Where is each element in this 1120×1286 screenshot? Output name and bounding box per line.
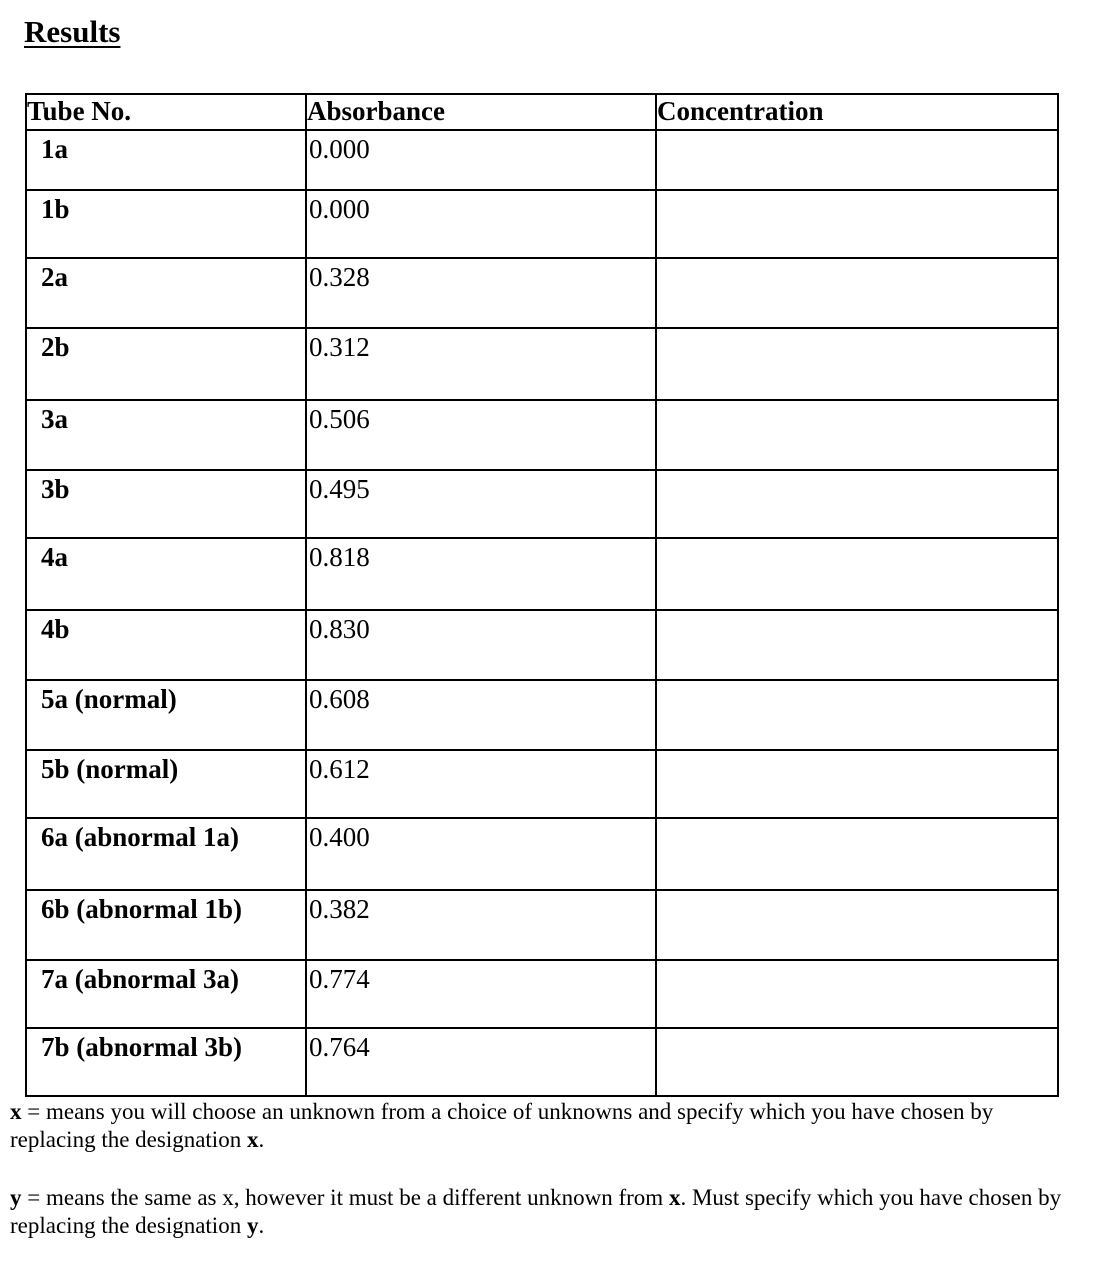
- absorbance-value: 0.312: [309, 332, 370, 362]
- concentration-value: [657, 329, 1057, 331]
- table-row: [26, 190, 1058, 258]
- tube-label: 2b: [41, 332, 70, 362]
- concentration-value: [657, 611, 1057, 613]
- tube-cell: [26, 538, 306, 610]
- tube-label: 6b (abnormal 1b): [41, 894, 243, 924]
- concentration-value: [657, 961, 1057, 963]
- tube-label: 3b: [41, 474, 70, 504]
- absorbance-value: 0.400: [309, 822, 370, 852]
- tube-cell: [26, 130, 306, 190]
- absorbance-value: 0.506: [309, 404, 370, 434]
- absorbance-value: 0.612: [309, 754, 370, 784]
- concentration-cell[interactable]: [656, 960, 1058, 1028]
- absorbance-cell: [306, 960, 656, 1028]
- tube-label: 1b: [41, 194, 70, 224]
- table-row: [26, 750, 1058, 818]
- tube-cell: [26, 750, 306, 818]
- concentration-cell[interactable]: [656, 610, 1058, 680]
- absorbance-value: 0.382: [309, 894, 370, 924]
- note-y-mid-var: x: [668, 1185, 681, 1210]
- tube-label: 5b (normal): [41, 754, 179, 784]
- table-row: [26, 470, 1058, 538]
- tube-label: 1a: [41, 134, 68, 164]
- absorbance-cell: [306, 890, 656, 960]
- tube-cell: [26, 400, 306, 470]
- header-absorbance: Absorbance: [306, 94, 656, 130]
- note-y-end: .: [258, 1213, 265, 1238]
- tube-cell: [26, 258, 306, 328]
- page-title: Results: [24, 14, 121, 49]
- concentration-value: [657, 751, 1057, 753]
- absorbance-value: 0.495: [309, 474, 370, 504]
- tube-cell: [26, 470, 306, 538]
- note-y-end-var: y: [246, 1213, 259, 1238]
- concentration-cell[interactable]: [656, 328, 1058, 400]
- absorbance-value: 0.830: [309, 614, 370, 644]
- header-tube-no: Tube No.: [26, 94, 306, 130]
- note-y-text: = means the same as x, however it must be a different unknown from: [21, 1185, 669, 1210]
- concentration-value: [657, 539, 1057, 541]
- concentration-cell[interactable]: [656, 258, 1058, 328]
- absorbance-value: 0.000: [309, 134, 370, 164]
- table-row: [26, 610, 1058, 680]
- table-row: [26, 400, 1058, 470]
- concentration-cell[interactable]: [656, 470, 1058, 538]
- note-y-var: y: [10, 1185, 22, 1210]
- table-row: [26, 328, 1058, 400]
- tube-label: 5a (normal): [41, 684, 177, 714]
- table-row: [26, 258, 1058, 328]
- table-body: [26, 130, 1058, 1096]
- concentration-value: [657, 819, 1057, 821]
- tube-cell: [26, 890, 306, 960]
- note-x-end-var: x: [246, 1127, 259, 1152]
- note-x: [10, 1098, 1080, 1154]
- tube-cell: [26, 610, 306, 680]
- note-y: [10, 1184, 1080, 1240]
- table-row: [26, 680, 1058, 750]
- tube-label: 7a (abnormal 3a): [41, 964, 239, 994]
- absorbance-value: 0.774: [309, 964, 370, 994]
- note-x-end: .: [258, 1127, 265, 1152]
- table-row: [26, 890, 1058, 960]
- concentration-cell[interactable]: [656, 190, 1058, 258]
- tube-label: 4a: [41, 542, 68, 572]
- note-x-var: x: [10, 1099, 22, 1124]
- concentration-value: [657, 191, 1057, 193]
- concentration-cell[interactable]: [656, 1028, 1058, 1096]
- tube-label: 6a (abnormal 1a): [41, 822, 239, 852]
- results-table: [25, 93, 1059, 1097]
- tube-label: 3a: [41, 404, 68, 434]
- table-row: [26, 960, 1058, 1028]
- concentration-cell[interactable]: [656, 400, 1058, 470]
- tube-cell: [26, 190, 306, 258]
- header-concentration: Concentration: [656, 94, 1058, 130]
- concentration-cell[interactable]: [656, 130, 1058, 190]
- concentration-value: [657, 891, 1057, 893]
- concentration-value: [657, 131, 1057, 133]
- tube-label: 2a: [41, 262, 68, 292]
- absorbance-cell: [306, 750, 656, 818]
- absorbance-cell: [306, 400, 656, 470]
- absorbance-cell: [306, 818, 656, 890]
- absorbance-cell: [306, 1028, 656, 1096]
- absorbance-cell: [306, 190, 656, 258]
- concentration-cell[interactable]: [656, 818, 1058, 890]
- tube-cell: [26, 328, 306, 400]
- absorbance-cell: [306, 680, 656, 750]
- concentration-cell[interactable]: [656, 750, 1058, 818]
- absorbance-cell: [306, 130, 656, 190]
- concentration-cell[interactable]: [656, 538, 1058, 610]
- absorbance-value: 0.764: [309, 1032, 370, 1062]
- concentration-cell[interactable]: [656, 890, 1058, 960]
- absorbance-cell: [306, 610, 656, 680]
- tube-label: 4b: [41, 614, 70, 644]
- absorbance-cell: [306, 258, 656, 328]
- table-header-row: [26, 94, 1058, 130]
- note-x-text: = means you will choose an unknown from a choice of unknowns and specify which you have chosen by replacing the designation: [10, 1099, 994, 1152]
- absorbance-value: 0.818: [309, 542, 370, 572]
- absorbance-value: 0.608: [309, 684, 370, 714]
- absorbance-cell: [306, 470, 656, 538]
- concentration-value: [657, 401, 1057, 403]
- tube-cell: [26, 1028, 306, 1096]
- tube-cell: [26, 680, 306, 750]
- table-row: [26, 1028, 1058, 1096]
- note-y-text2: . Must specify which you have chosen by replacing the designation: [10, 1185, 1062, 1238]
- concentration-cell[interactable]: [656, 680, 1058, 750]
- table-row: [26, 538, 1058, 610]
- concentration-value: [657, 471, 1057, 473]
- tube-label: 7b (abnormal 3b): [41, 1032, 243, 1062]
- absorbance-cell: [306, 538, 656, 610]
- absorbance-cell: [306, 328, 656, 400]
- absorbance-value: 0.000: [309, 194, 370, 224]
- tube-cell: [26, 818, 306, 890]
- concentration-value: [657, 1029, 1057, 1031]
- tube-cell: [26, 960, 306, 1028]
- absorbance-value: 0.328: [309, 262, 370, 292]
- table-row: [26, 818, 1058, 890]
- concentration-value: [657, 681, 1057, 683]
- concentration-value: [657, 259, 1057, 261]
- table-row: [26, 130, 1058, 190]
